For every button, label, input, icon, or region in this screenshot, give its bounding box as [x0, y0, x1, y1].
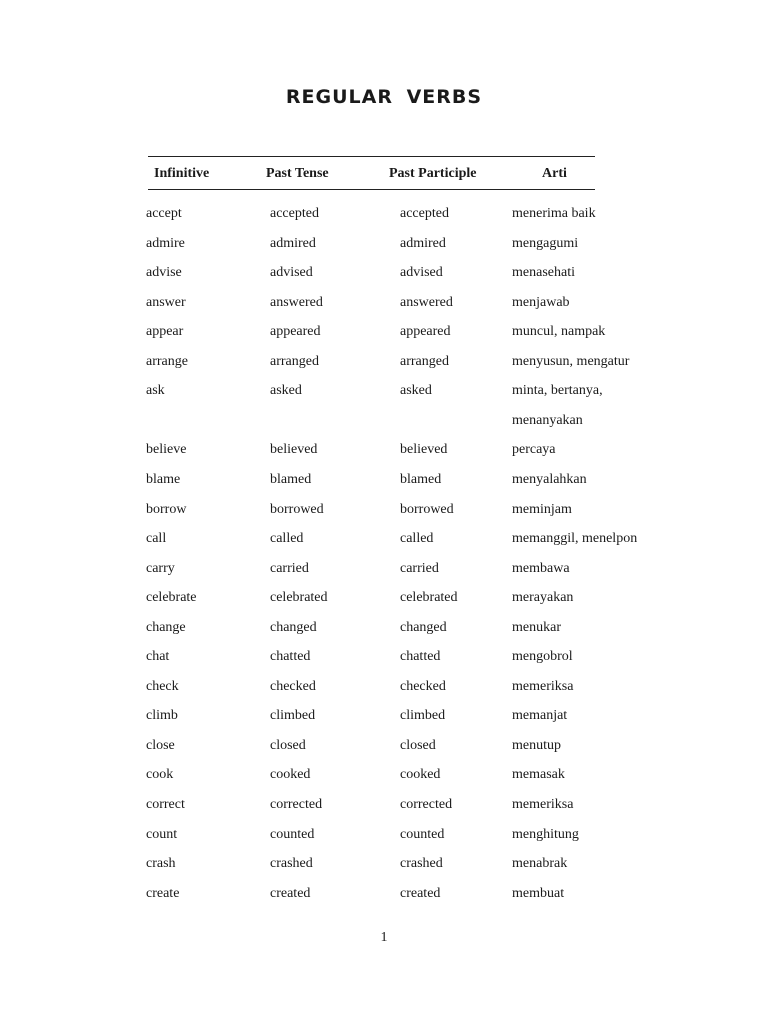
cell-past-participle: changed — [400, 620, 447, 635]
cell-past-participle: crashed — [400, 856, 443, 871]
cell-infinitive: correct — [146, 797, 185, 812]
cell-arti: menyusun, mengatur — [512, 354, 630, 369]
cell-past-tense: admired — [270, 236, 316, 251]
cell-past-tense: changed — [270, 620, 317, 635]
cell-arti: menabrak — [512, 856, 568, 871]
table-row — [0, 531, 768, 551]
cell-arti: menukar — [512, 620, 561, 635]
cell-infinitive: count — [146, 827, 178, 842]
cell-arti: memanjat — [512, 708, 568, 723]
cell-infinitive: call — [146, 531, 167, 546]
cell-infinitive: answer — [146, 295, 186, 310]
table-row — [0, 354, 768, 374]
cell-past-participle: closed — [400, 738, 436, 753]
table-row — [0, 649, 768, 669]
table-row — [0, 738, 768, 758]
table-row — [0, 620, 768, 640]
table-row — [0, 324, 768, 344]
cell-past-tense: advised — [270, 265, 313, 280]
table-row — [0, 383, 768, 403]
cell-past-tense: believed — [270, 442, 318, 457]
cell-past-tense: climbed — [270, 708, 316, 723]
cell-infinitive: climb — [146, 708, 178, 723]
cell-infinitive: change — [146, 620, 186, 635]
header-bottom-rule — [148, 189, 595, 190]
cell-infinitive: blame — [146, 472, 181, 487]
cell-infinitive: accept — [146, 206, 182, 221]
cell-infinitive: celebrate — [146, 590, 197, 605]
cell-arti: menghitung — [512, 827, 579, 842]
cell-arti: percaya — [512, 442, 556, 457]
cell-arti: mengobrol — [512, 649, 573, 664]
cell-past-tense: celebrated — [270, 590, 328, 605]
table-row — [0, 442, 768, 462]
cell-past-participle: borrowed — [400, 502, 454, 517]
cell-infinitive: close — [146, 738, 175, 753]
header-infinitive: Infinitive — [154, 166, 210, 181]
cell-past-tense: corrected — [270, 797, 323, 812]
cell-past-tense: closed — [270, 738, 306, 753]
cell-infinitive: chat — [146, 649, 170, 664]
page-title: REGULAR VERBS — [285, 86, 483, 108]
cell-past-tense: chatted — [270, 649, 311, 664]
cell-arti: membuat — [512, 886, 565, 901]
cell-arti: menjawab — [512, 295, 570, 310]
cell-infinitive: check — [146, 679, 179, 694]
table-row — [0, 886, 768, 906]
cell-past-participle: believed — [400, 442, 448, 457]
table-row — [0, 856, 768, 876]
cell-infinitive: ask — [146, 383, 165, 398]
cell-infinitive: create — [146, 886, 180, 901]
table-row — [0, 561, 768, 581]
cell-past-participle: carried — [400, 561, 439, 576]
header-arti: Arti — [542, 166, 567, 181]
cell-infinitive: borrow — [146, 502, 187, 517]
cell-past-participle: asked — [400, 383, 432, 398]
table-row — [0, 472, 768, 492]
cell-arti: menanyakan — [512, 413, 583, 428]
cell-infinitive: arrange — [146, 354, 188, 369]
cell-arti: memeriksa — [512, 797, 574, 812]
cell-past-tense: answered — [270, 295, 323, 310]
cell-arti: memanggil, menelpon — [512, 531, 638, 546]
header-past-participle: Past Participle — [389, 166, 477, 181]
cell-arti: menerima baik — [512, 206, 596, 221]
cell-infinitive: appear — [146, 324, 184, 339]
cell-past-participle: called — [400, 531, 434, 546]
cell-arti: membawa — [512, 561, 570, 576]
header-past-tense: Past Tense — [266, 166, 329, 181]
cell-past-tense: counted — [270, 827, 315, 842]
table-row — [0, 206, 768, 226]
cell-arti: menutup — [512, 738, 561, 753]
cell-past-tense: crashed — [270, 856, 313, 871]
cell-arti: memeriksa — [512, 679, 574, 694]
cell-infinitive: admire — [146, 236, 185, 251]
cell-arti: menyalahkan — [512, 472, 587, 487]
table-row — [0, 265, 768, 285]
cell-past-tense: accepted — [270, 206, 319, 221]
cell-arti: memasak — [512, 767, 565, 782]
table-row — [0, 797, 768, 817]
header-top-rule — [148, 156, 595, 157]
table-row — [0, 708, 768, 728]
table-row — [0, 767, 768, 787]
cell-past-participle: climbed — [400, 708, 446, 723]
table-row — [0, 295, 768, 315]
cell-past-tense: carried — [270, 561, 309, 576]
cell-past-tense: cooked — [270, 767, 311, 782]
cell-past-participle: cooked — [400, 767, 441, 782]
table-row — [0, 413, 768, 433]
cell-past-participle: answered — [400, 295, 453, 310]
cell-past-participle: appeared — [400, 324, 451, 339]
cell-infinitive: carry — [146, 561, 175, 576]
table-row — [0, 502, 768, 522]
cell-past-participle: accepted — [400, 206, 449, 221]
page-number: 1 — [380, 930, 388, 945]
cell-arti: meminjam — [512, 502, 572, 517]
cell-past-tense: borrowed — [270, 502, 324, 517]
cell-infinitive: cook — [146, 767, 174, 782]
cell-infinitive: crash — [146, 856, 176, 871]
cell-past-participle: celebrated — [400, 590, 458, 605]
cell-past-tense: appeared — [270, 324, 321, 339]
cell-past-participle: created — [400, 886, 441, 901]
table-row — [0, 827, 768, 847]
cell-past-participle: chatted — [400, 649, 441, 664]
cell-infinitive: believe — [146, 442, 187, 457]
cell-past-tense: checked — [270, 679, 316, 694]
cell-arti: minta, bertanya, — [512, 383, 603, 398]
cell-past-tense: arranged — [270, 354, 319, 369]
cell-arti: merayakan — [512, 590, 574, 605]
cell-past-participle: advised — [400, 265, 443, 280]
cell-past-tense: called — [270, 531, 304, 546]
cell-infinitive: advise — [146, 265, 182, 280]
cell-past-participle: counted — [400, 827, 445, 842]
cell-past-participle: checked — [400, 679, 446, 694]
cell-past-participle: corrected — [400, 797, 453, 812]
cell-arti: menasehati — [512, 265, 575, 280]
cell-past-tense: blamed — [270, 472, 312, 487]
table-row — [0, 679, 768, 699]
cell-arti: muncul, nampak — [512, 324, 606, 339]
cell-past-tense: created — [270, 886, 311, 901]
table-row — [0, 236, 768, 256]
table-row — [0, 590, 768, 610]
cell-past-participle: blamed — [400, 472, 442, 487]
cell-arti: mengagumi — [512, 236, 579, 251]
cell-past-participle: arranged — [400, 354, 449, 369]
cell-past-participle: admired — [400, 236, 446, 251]
cell-past-tense: asked — [270, 383, 302, 398]
